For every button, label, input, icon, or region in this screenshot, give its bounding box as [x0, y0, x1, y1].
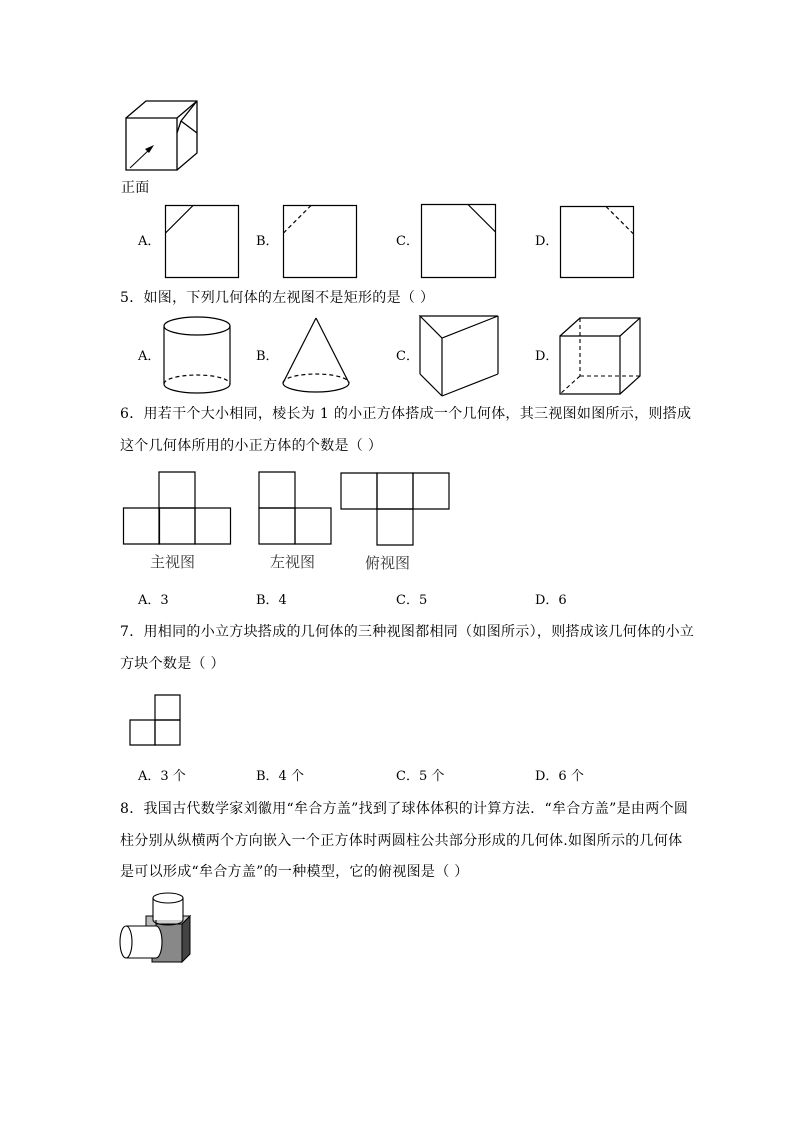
q8-stem-line1: 8．我国古代数学家刘徽用“牟合方盖”找到了球体体积的计算方法．“牟合方盖”是由两个圆	[120, 801, 689, 817]
q6-stem-line2: 这个几何体所用的小正方体的个数是（ ）	[120, 438, 383, 454]
top-view-label: 俯视图	[365, 554, 411, 572]
q6-top-view	[340, 472, 450, 546]
q7-option-c[interactable]: C．5 个	[396, 769, 445, 784]
q4-option-b-figure	[283, 205, 357, 278]
q5-option-d[interactable]: D．	[535, 349, 559, 364]
q7-option-d[interactable]: D．6 个	[535, 769, 584, 784]
q5-option-d-cuboid	[558, 316, 642, 398]
q6-option-a[interactable]: A．3	[138, 593, 169, 608]
q4-option-d[interactable]: D．	[535, 234, 559, 249]
q6-stem-line1: 6．用若干个大小相同，棱长为 1 的小正方体搭成一个几何体，其三视图如图所示，则搭成	[120, 406, 692, 422]
q4-option-a-figure	[165, 205, 239, 278]
q4-option-a[interactable]: A．	[138, 234, 161, 249]
q4-option-c[interactable]: C．	[396, 234, 419, 249]
front-label: 正面	[121, 180, 150, 196]
q4-option-b[interactable]: B．	[256, 234, 279, 249]
q6-front-view	[123, 471, 231, 545]
q4-option-d-figure	[560, 206, 634, 278]
q6-left-view	[258, 471, 332, 545]
front-view-label: 主视图	[150, 553, 196, 571]
q5-option-a-cylinder	[162, 316, 232, 396]
q7-option-a[interactable]: A．3 个	[138, 769, 186, 784]
q6-option-b[interactable]: B．4	[256, 593, 287, 608]
q8-stem-line3: 是可以形成“牟合方盖”的一种模型，它的俯视图是（ ）	[120, 864, 469, 880]
q4-option-c-figure	[421, 204, 496, 278]
left-view-label: 左视图	[270, 553, 316, 571]
q7-stem-line1: 7．用相同的小立方块搭成的几何体的三种视图都相同（如图所示），则搭成该几何体的小立	[120, 624, 695, 640]
q6-option-c[interactable]: C．5	[396, 593, 428, 608]
q5-option-a[interactable]: A．	[138, 349, 161, 364]
q5-option-b[interactable]: B．	[256, 349, 279, 364]
q7-option-b[interactable]: B．4 个	[256, 769, 304, 784]
q4-cube-figure	[118, 98, 208, 178]
q7-view	[129, 694, 181, 746]
q7-stem-line2: 方块个数是（ ）	[120, 656, 225, 672]
q5-option-b-cone	[282, 318, 352, 394]
q5-stem: 5．如图，下列几何体的左视图不是矩形的是（ ）	[120, 290, 435, 306]
q8-mouhe-fanggai-model	[118, 890, 194, 966]
q6-option-d[interactable]: D．6	[535, 593, 567, 608]
q8-stem-line2: 柱分别从纵横两个方向嵌入一个正方体时两圆柱公共部分形成的几何体.如图所示的几何体	[120, 833, 683, 849]
q5-option-c-prism	[418, 314, 500, 400]
q5-option-c[interactable]: C．	[396, 349, 419, 364]
